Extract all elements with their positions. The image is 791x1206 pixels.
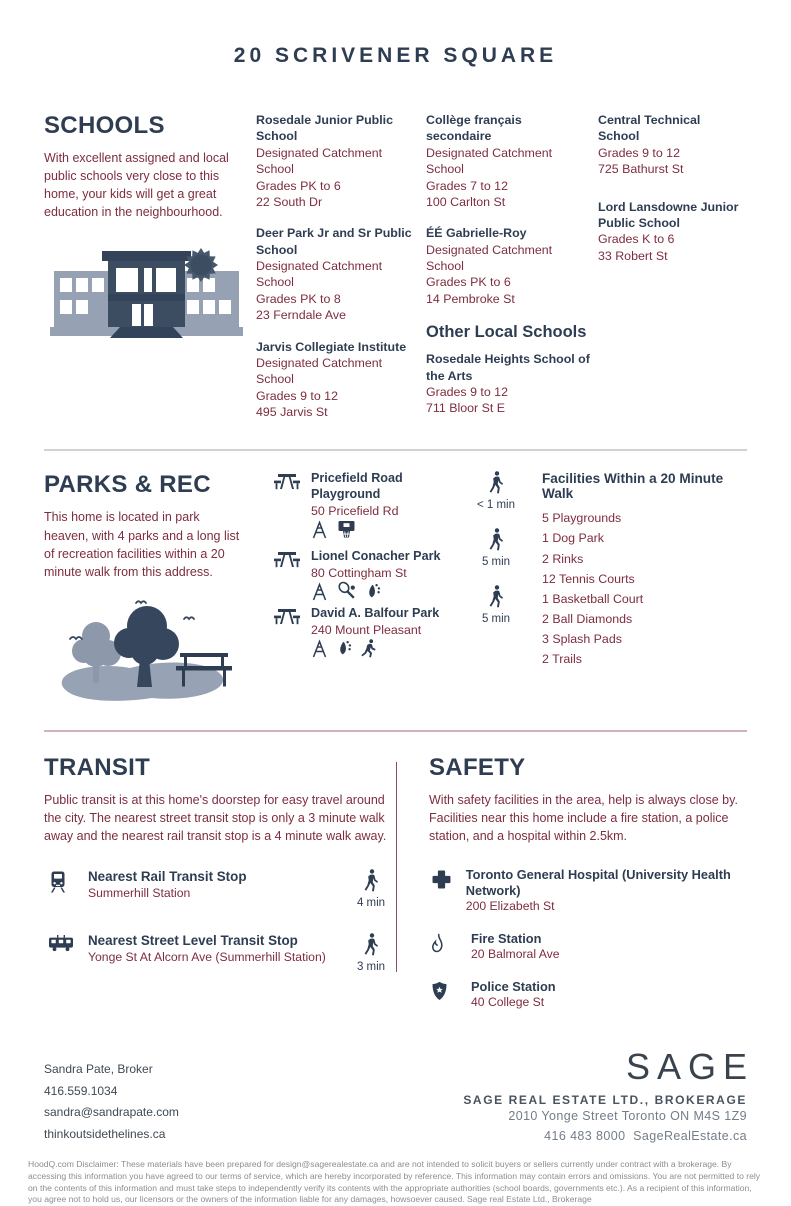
facilities-heading: Facilities Within a 20 Minute Walk	[542, 471, 724, 502]
brokerage-phone: 416 483 8000	[544, 1128, 626, 1143]
safety-item	[429, 867, 747, 915]
brokerage-contact	[463, 1127, 747, 1145]
facility-item: 1 Basketball Court	[542, 591, 644, 606]
walking-person-icon	[489, 538, 504, 555]
walking-person-icon	[364, 879, 379, 896]
park-amenities	[311, 523, 470, 544]
hospital-cross-icon	[429, 867, 466, 895]
safety-section	[397, 754, 747, 1027]
school-detail: Designated Catchment School	[426, 145, 553, 177]
sage-logo: SAGE	[625, 1045, 754, 1087]
transit-stop	[44, 869, 396, 909]
park-amenities	[311, 585, 470, 606]
walk-time-label: 5 min	[481, 556, 511, 569]
schools-column-1	[256, 112, 426, 435]
transit-stop	[44, 933, 396, 973]
schools-heading: SCHOOLS	[44, 112, 165, 139]
school-detail: Grades K to 6	[598, 232, 675, 247]
facility-item: 12 Tennis Courts	[542, 571, 635, 586]
parks-list	[274, 471, 470, 716]
school-detail: 23 Ferndale Ave	[256, 308, 347, 323]
school-entry	[256, 339, 426, 421]
walk-time-label: 5 min	[481, 613, 511, 626]
agent-website-link[interactable]: thinkoutsidethelines.ca	[44, 1126, 166, 1141]
school-name: Central Technical School	[598, 113, 701, 144]
picnic-table-icon	[274, 606, 301, 638]
picnic-table-icon	[274, 471, 301, 519]
schools-column-2	[426, 112, 598, 435]
safety-description: With safety facilities in the area, help is always close by. Facilities near this home include a fire station, a police station, and a hospital within 2.5km.	[429, 792, 738, 844]
school-name: Deer Park Jr and Sr Public School	[256, 226, 412, 257]
park-name: Pricefield Road Playground	[311, 471, 403, 502]
park-name: David A. Balfour Park	[311, 605, 440, 620]
park-item	[274, 549, 470, 606]
safety-name: Fire Station	[471, 931, 542, 947]
safety-item	[429, 979, 747, 1011]
stop-value: Summerhill Station	[88, 886, 191, 900]
park-address: 80 Cottingham St	[311, 565, 407, 580]
school-detail: 725 Bathurst St	[598, 162, 684, 177]
transit-section	[44, 754, 396, 1027]
splash-pad-icon	[337, 639, 352, 663]
school-name: Rosedale Heights School of the Arts	[426, 352, 590, 383]
disclaimer-text: HoodQ.com Disclaimer: These materials have been prepared for design@sagerealestate.ca and are not intended to solicit buyers or sellers currently under contract with a brokerage. By accessing this information you have agreed to our terms of service, which are hereby incorporated by reference. This information may contain errors and omissions. You are not permitted to rely on the contents of this information and must take steps to independently verify its contents with the appropriate authorities (school boards, governments etc.). As a recipient of this information, you agree not to hold us, our licensors or the owners of the information liable for any damages, howsoever caused. Sage real Estate Ltd., Brokerage	[28, 1158, 761, 1205]
school-name: ÉÉ Gabrielle-Roy	[426, 226, 527, 241]
brokerage-address: 2010 Yonge Street Toronto ON M4S 1Z9	[508, 1109, 747, 1124]
playground-icon	[311, 639, 328, 663]
transit-safety-row	[0, 754, 791, 1027]
walk-time	[346, 869, 396, 909]
agent-phone: 416.559.1034	[44, 1083, 118, 1098]
parks-description: This home is located in park heaven, with 4 parks and a long list of recreation facilities within a 20 minute walk from this address.	[44, 510, 240, 579]
parks-section	[0, 471, 791, 716]
schools-intro	[44, 112, 256, 435]
transit-heading: TRANSIT	[44, 753, 151, 781]
safety-address: 40 College St	[471, 994, 545, 1009]
parks-heading: PARKS & REC	[44, 471, 211, 499]
walk-time-label: 4 min	[356, 897, 386, 910]
walking-person-icon	[489, 481, 504, 498]
park-address: 240 Mount Pleasant	[311, 622, 422, 637]
walk-time-label: 3 min	[356, 961, 386, 974]
school-entry	[598, 199, 747, 265]
school-detail: 22 South Dr	[256, 194, 323, 209]
footer	[0, 1047, 791, 1145]
schools-section	[0, 112, 791, 435]
facility-item: 2 Ball Diamonds	[542, 611, 633, 626]
walk-time	[470, 585, 522, 642]
school-entry	[598, 112, 747, 178]
school-entry	[426, 351, 598, 417]
playground-icon	[311, 582, 328, 606]
stop-label: Nearest Street Level Transit Stop	[88, 933, 298, 949]
picnic-table-icon	[274, 549, 301, 581]
safety-address: 200 Elizabeth St	[465, 899, 555, 914]
stop-value: Yonge St At Alcorn Ave (Summerhill Station)	[88, 950, 326, 964]
school-detail: Designated Catchment School	[256, 259, 383, 290]
police-shield-icon	[429, 979, 471, 1006]
parks-intro	[44, 471, 274, 716]
school-detail: Grades PK to 6	[426, 275, 511, 290]
facilities-panel	[542, 471, 747, 716]
school-entry	[256, 112, 426, 210]
school-detail: 100 Carlton St	[426, 194, 506, 209]
basketball-icon	[337, 520, 356, 544]
park-illustration	[44, 591, 240, 716]
section-divider	[44, 730, 747, 732]
walk-time	[346, 933, 396, 973]
safety-address: 20 Balmoral Ave	[471, 947, 560, 962]
park-item	[274, 606, 470, 663]
other-schools-heading: Other Local Schools	[426, 323, 587, 342]
school-detail: 14 Pembroke St	[426, 291, 515, 306]
brokerage-name: SAGE REAL ESTATE LTD., BROKERAGE	[463, 1093, 747, 1108]
school-name: Collège français secondaire	[426, 113, 522, 144]
school-name: Rosedale Junior Public School	[256, 113, 394, 144]
school-entry	[426, 225, 598, 307]
schools-column-3	[598, 112, 747, 435]
walking-person-icon	[489, 595, 504, 612]
safety-name: Police Station	[471, 978, 556, 994]
school-detail: Grades 9 to 12	[256, 388, 338, 403]
school-name: Lord Lansdowne Junior Public School	[598, 199, 739, 230]
school-detail: Grades 9 to 12	[426, 384, 508, 399]
safety-item	[429, 931, 747, 963]
agent-name: Sandra Pate, Broker	[44, 1062, 153, 1077]
school-detail: Grades 9 to 12	[598, 145, 680, 160]
train-icon	[44, 869, 88, 898]
school-entry	[426, 112, 598, 210]
brokerage-website-link[interactable]: SageRealEstate.ca	[633, 1128, 747, 1143]
streetcar-icon	[44, 933, 88, 957]
school-detail: Grades 7 to 12	[426, 178, 508, 193]
walk-time-label: < 1 min	[476, 499, 516, 512]
facility-item: 3 Splash Pads	[542, 631, 622, 646]
walk-times-column	[470, 471, 542, 716]
safety-name: Toronto General Hospital (University Health Network)	[465, 867, 731, 899]
walk-time	[470, 471, 522, 528]
flame-icon	[429, 931, 471, 958]
school-detail: Designated Catchment School	[426, 242, 553, 273]
agent-email-link[interactable]: sandra@sandrapate.com	[44, 1105, 179, 1120]
school-detail: 33 Robert St	[598, 248, 668, 263]
section-divider	[44, 449, 747, 451]
school-entry	[256, 225, 426, 323]
school-building-illustration	[44, 238, 230, 355]
facility-item: 2 Trails	[542, 652, 582, 667]
safety-heading: SAFETY	[429, 753, 526, 781]
school-detail: Grades PK to 8	[256, 291, 341, 306]
schools-description: With excellent assigned and local public schools very close to this home, your kids will get a great education in the neighbourhood.	[44, 151, 229, 220]
trail-runner-icon	[361, 639, 377, 663]
tennis-icon	[337, 581, 357, 606]
park-item	[274, 471, 470, 544]
school-detail: Designated Catchment School	[256, 355, 383, 387]
school-detail: Grades PK to 6	[256, 178, 341, 193]
walking-person-icon	[364, 943, 379, 960]
transit-description: Public transit is at this home's doorstep for easy travel around the city. The nearest street transit stop is only a 3 minute walk away and the nearest rail transit stop is a 4 minute walk away.	[44, 792, 387, 844]
school-name: Jarvis Collegiate Institute	[256, 339, 407, 354]
page-title: 20 SCRIVENER SQUARE	[233, 44, 558, 67]
school-detail: 711 Bloor St E	[426, 401, 505, 416]
park-name: Lionel Conacher Park	[311, 548, 441, 563]
park-address: 50 Pricefield Rd	[311, 503, 399, 518]
school-detail: 495 Jarvis St	[256, 405, 328, 419]
stop-label: Nearest Rail Transit Stop	[88, 869, 247, 885]
agent-contact-block	[44, 1059, 179, 1144]
playground-icon	[311, 520, 328, 544]
facility-item: 1 Dog Park	[542, 531, 604, 546]
school-detail: Designated Catchment School	[256, 145, 383, 177]
walk-time	[470, 528, 522, 585]
facility-item: 5 Playgrounds	[542, 511, 622, 526]
brokerage-block	[463, 1045, 754, 1145]
park-amenities	[311, 642, 470, 663]
splash-pad-icon	[366, 582, 381, 606]
facility-item: 2 Rinks	[542, 551, 584, 566]
